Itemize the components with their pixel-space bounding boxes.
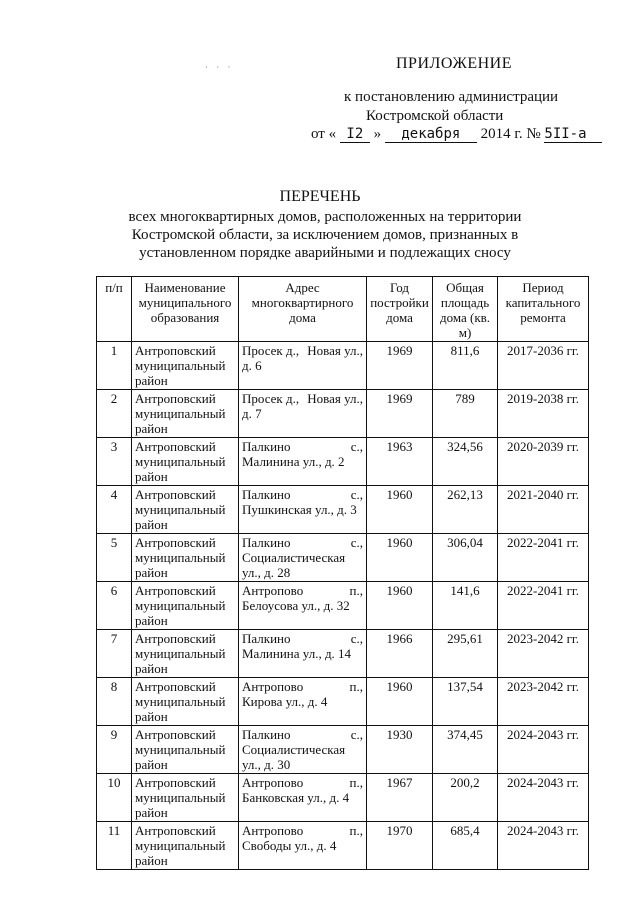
address-settlement: Антропово (242, 823, 304, 838)
table-row (97, 822, 589, 870)
cell-number: 2 (97, 390, 132, 438)
cell-municipality: Антроповский муниципальный район (132, 342, 239, 390)
date-mid: » (373, 126, 382, 142)
scan-specks: · · · (205, 62, 234, 72)
cell-period: 2019-2038 гг. (498, 390, 589, 438)
decree-line-1: к постановлению администрации (344, 89, 559, 105)
table-body (97, 342, 589, 870)
cell-period: 2024-2043 гг. (498, 726, 589, 774)
cell-period: 2017-2036 гг. (498, 342, 589, 390)
cell-address (239, 582, 367, 630)
address-street: Банковская ул., д. 4 (242, 790, 350, 805)
address-type: Новая ул., (307, 391, 363, 406)
cell-area: 374,45 (433, 726, 498, 774)
cell-address (239, 534, 367, 582)
cell-address (239, 390, 367, 438)
cell-period: 2022-2041 гг. (498, 534, 589, 582)
date-year: 2014 г. № (480, 126, 541, 142)
cell-area: 200,2 (433, 774, 498, 822)
table-header-row (97, 277, 589, 342)
address-settlement: Просек д., (242, 343, 300, 358)
header-period: Период капитального ремонта (498, 277, 589, 342)
cell-number: 7 (97, 630, 132, 678)
address-street: Малинина ул., д. 14 (242, 646, 352, 661)
cell-year: 1960 (367, 486, 433, 534)
cell-number: 6 (97, 582, 132, 630)
address-settlement: Палкино (242, 631, 291, 646)
table-row (97, 582, 589, 630)
cell-address (239, 630, 367, 678)
cell-period: 2024-2043 гг. (498, 774, 589, 822)
cell-address (239, 342, 367, 390)
address-type: с., (350, 727, 363, 742)
cell-period: 2023-2042 гг. (498, 678, 589, 726)
address-type: п., (349, 583, 363, 598)
decree-number: 5II-а (544, 126, 602, 143)
table-row (97, 630, 589, 678)
cell-number: 4 (97, 486, 132, 534)
cell-address (239, 678, 367, 726)
address-settlement: Палкино (242, 727, 291, 742)
address-settlement: Палкино (242, 535, 291, 550)
cell-address (239, 486, 367, 534)
cell-municipality: Антроповский муниципальный район (132, 774, 239, 822)
date-month: декабря (385, 126, 477, 143)
address-street: Социалистическая ул., д. 28 (242, 550, 346, 580)
address-street: Свободы ул., д. 4 (242, 838, 337, 853)
cell-period: 2023-2042 гг. (498, 630, 589, 678)
address-settlement: Просек д., (242, 391, 300, 406)
houses-table (96, 276, 589, 870)
cell-municipality: Антроповский муниципальный район (132, 534, 239, 582)
cell-number: 5 (97, 534, 132, 582)
cell-address (239, 774, 367, 822)
address-street: Малинина ул., д. 2 (242, 454, 345, 469)
header-municipality: Наименование муниципального образования (132, 277, 239, 342)
date-prefix: от « (311, 126, 337, 142)
address-type: п., (349, 679, 363, 694)
table-row (97, 390, 589, 438)
cell-year: 1960 (367, 582, 433, 630)
address-type: п., (349, 823, 363, 838)
address-type: с., (350, 535, 363, 550)
address-street: Белоусова ул., д. 32 (242, 598, 350, 613)
header-number: п/п (97, 277, 132, 342)
cell-year: 1969 (367, 342, 433, 390)
cell-municipality: Антроповский муниципальный район (132, 390, 239, 438)
cell-year: 1970 (367, 822, 433, 870)
cell-number: 9 (97, 726, 132, 774)
decree-date-line (311, 126, 602, 143)
cell-municipality: Антроповский муниципальный район (132, 630, 239, 678)
cell-year: 1966 (367, 630, 433, 678)
cell-municipality: Антроповский муниципальный район (132, 486, 239, 534)
cell-period: 2022-2041 гг. (498, 582, 589, 630)
cell-area: 685,4 (433, 822, 498, 870)
table-row (97, 678, 589, 726)
table-row (97, 534, 589, 582)
appendix-heading: ПРИЛОЖЕНИЕ (396, 55, 513, 72)
cell-address (239, 726, 367, 774)
cell-address (239, 822, 367, 870)
cell-address (239, 438, 367, 486)
cell-year: 1969 (367, 390, 433, 438)
date-day: I2 (340, 126, 370, 143)
cell-period: 2024-2043 гг. (498, 822, 589, 870)
cell-municipality: Антроповский муниципальный район (132, 822, 239, 870)
cell-area: 324,56 (433, 438, 498, 486)
cell-year: 1967 (367, 774, 433, 822)
cell-number: 1 (97, 342, 132, 390)
address-type: с., (350, 439, 363, 454)
address-settlement: Антропово (242, 775, 304, 790)
cell-municipality: Антроповский муниципальный район (132, 582, 239, 630)
cell-year: 1963 (367, 438, 433, 486)
address-settlement: Палкино (242, 439, 291, 454)
address-street: Кирова ул., д. 4 (242, 694, 328, 709)
cell-year: 1930 (367, 726, 433, 774)
cell-year: 1960 (367, 678, 433, 726)
cell-year: 1960 (367, 534, 433, 582)
document-subtitle: всех многоквартирных домов, расположенных на территории Костромской области, за исключением домов, признанных в установленном порядке аварийными и подлежащих сносу (128, 209, 522, 261)
address-type: п., (349, 775, 363, 790)
cell-municipality: Антроповский муниципальный район (132, 678, 239, 726)
table-row (97, 486, 589, 534)
header-area: Общая площадь дома (кв. м) (433, 277, 498, 342)
cell-area: 141,6 (433, 582, 498, 630)
document-title: ПЕРЕЧЕНЬ (279, 188, 361, 205)
cell-area: 262,13 (433, 486, 498, 534)
cell-municipality: Антроповский муниципальный район (132, 726, 239, 774)
address-settlement: Антропово (242, 679, 304, 694)
address-type: Новая ул., (307, 343, 363, 358)
cell-area: 295,61 (433, 630, 498, 678)
address-type: с., (350, 631, 363, 646)
address-street: д. 6 (242, 358, 262, 373)
cell-number: 11 (97, 822, 132, 870)
cell-period: 2020-2039 гг. (498, 438, 589, 486)
cell-municipality: Антроповский муниципальный район (132, 438, 239, 486)
cell-period: 2021-2040 гг. (498, 486, 589, 534)
cell-area: 789 (433, 390, 498, 438)
decree-line-2: Костромской области (366, 108, 504, 124)
cell-number: 3 (97, 438, 132, 486)
header-address: Адрес многоквартирного дома (239, 277, 367, 342)
table-row (97, 774, 589, 822)
header-year: Год постройки дома (367, 277, 433, 342)
cell-area: 137,54 (433, 678, 498, 726)
address-settlement: Палкино (242, 487, 291, 502)
cell-number: 8 (97, 678, 132, 726)
table-row (97, 438, 589, 486)
table-row (97, 342, 589, 390)
address-street: д. 7 (242, 406, 262, 421)
address-type: с., (350, 487, 363, 502)
cell-area: 811,6 (433, 342, 498, 390)
table-row (97, 726, 589, 774)
address-street: Пушкинская ул., д. 3 (242, 502, 357, 517)
cell-area: 306,04 (433, 534, 498, 582)
cell-number: 10 (97, 774, 132, 822)
address-settlement: Антропово (242, 583, 304, 598)
address-street: Социалистическая ул., д. 30 (242, 742, 346, 772)
